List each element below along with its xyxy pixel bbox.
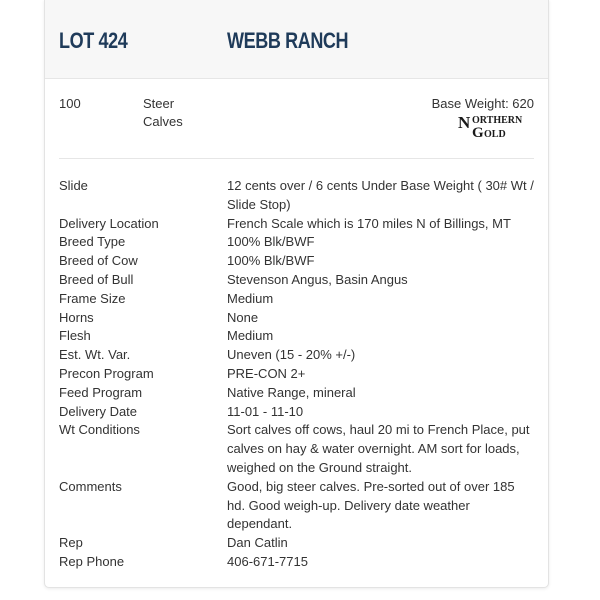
detail-value: None [227,309,259,325]
base-weight: Base Weight: 620 [431,96,534,111]
detail-label: Horns [59,309,94,325]
detail-value: 100% Blk/BWF [227,253,315,269]
detail-label: Comments [59,478,122,494]
detail-row [59,271,534,290]
detail-row [59,534,534,553]
detail-value: PRE-CON 2+ [227,365,306,381]
northern-gold-logo [458,113,534,139]
lot-card [44,0,549,588]
logo-text-top: ORTHERN [472,115,523,126]
lot-summary [45,78,548,158]
detail-row [59,215,534,234]
detail-label: Frame Size [59,290,126,306]
lot-header [45,0,548,79]
detail-label: Delivery Date [59,403,138,419]
detail-value: 406-671-7715 [227,553,308,569]
detail-value: Sort calves off cows, haul 20 mi to French Place, put calves on hay & water overnight. AM sort for loads, weighed on the Ground straight. [227,422,530,475]
detail-value: Dan Catlin [227,535,288,551]
detail-row [59,327,534,346]
detail-row [59,233,534,252]
detail-label: Breed Type [59,234,126,250]
detail-row [59,309,534,328]
detail-value: Uneven (15 - 20% +/-) [227,347,356,363]
detail-row [59,384,534,403]
detail-row [59,177,534,215]
head-count: 100 [59,96,81,111]
detail-label: Breed of Cow [59,253,138,269]
detail-label: Delivery Location [59,215,159,231]
lot-number: LOT 424 [59,28,128,53]
detail-label: Precon Program [59,365,154,381]
detail-value: Good, big steer calves. Pre-sorted out of over 185 hd. Good weigh-up. Delivery date weather dependant. [227,478,515,532]
logo-letter-g: G [472,125,484,139]
detail-label: Rep Phone [59,553,125,569]
logo-text-bottom: OLD [484,129,506,139]
detail-value: Medium [227,328,274,344]
detail-value: 11-01 - 11-10 [227,403,304,419]
detail-value: French Scale which is 170 miles N of Billings, MT [227,215,511,231]
detail-row [59,553,534,572]
detail-label: Wt Conditions [59,422,140,438]
detail-label: Rep [59,535,83,551]
detail-label: Breed of Bull [59,271,134,287]
detail-value: Stevenson Angus, Basin Angus [227,271,408,287]
detail-value: Native Range, mineral [227,384,356,400]
detail-row [59,290,534,309]
detail-value: Medium [227,290,274,306]
detail-row [59,421,534,477]
lot-details [59,177,534,572]
detail-row [59,403,534,422]
detail-value: 100% Blk/BWF [227,234,315,250]
detail-label: Slide [59,178,88,193]
ranch-name: WEBB RANCH [227,28,349,53]
logo-letter-n: N [458,113,471,132]
detail-label: Feed Program [59,384,143,400]
cattle-type: Steer Calves [143,96,183,129]
detail-label: Flesh [59,328,91,344]
detail-row [59,478,534,534]
detail-row [59,252,534,271]
detail-label: Est. Wt. Var. [59,347,131,363]
detail-row [59,365,534,384]
detail-row [59,346,534,365]
detail-value: 12 cents over / 6 cents Under Base Weight ( 30# Wt / Slide Stop) [227,178,534,212]
section-divider [59,158,534,159]
